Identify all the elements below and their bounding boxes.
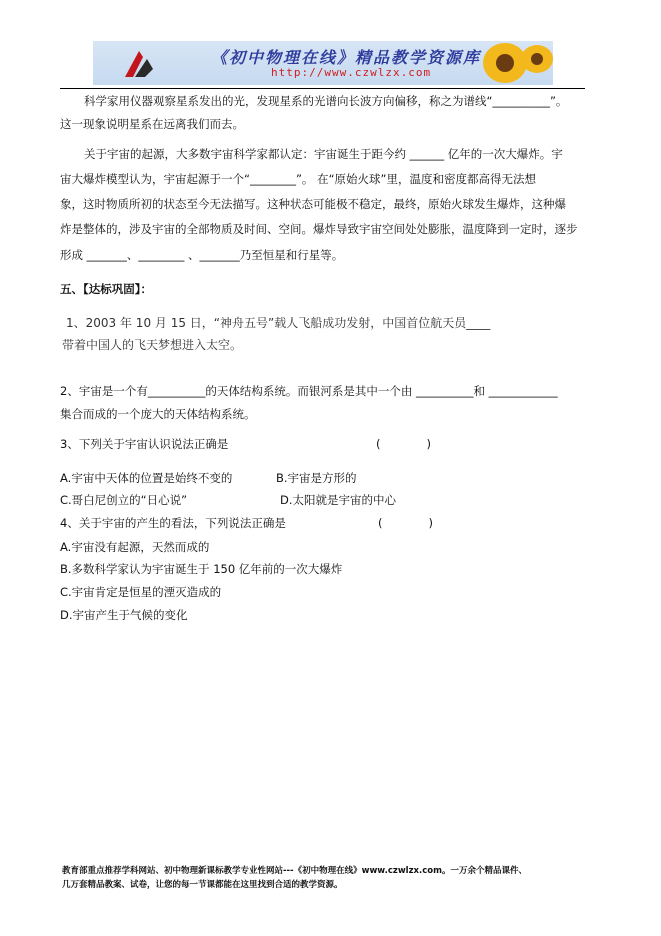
section-title: 五、【达标巩固】： (60, 282, 152, 296)
question-3-answer-paren: ( ) (376, 437, 431, 451)
question-4-option-c: C.宇宙肯定是恒星的湮灭造成的 (60, 585, 222, 599)
footer-line1: 教育部重点推荐学科网站、初中物理新课标教学专业性网站---《初中物理在线》www.czwlzx.com。一万余个精品课件、 (62, 866, 527, 876)
question-3-option-c: C.哥白尼创立的“日心说” (60, 493, 188, 507)
question-4-stem: 4、关于宇宙的产生的看法，下列说法正确是 (60, 516, 286, 530)
question-3-option-b: B.宇宙是方形的 (276, 471, 357, 485)
paragraph-origin-line2: 宙大爆炸模型认为，宇宙起源于一个“________”。 在“原始火球”里，温度和密度都高得无法想 (60, 172, 536, 186)
sunflower-icon (481, 41, 553, 85)
question-1-line1: 1、2003 年 10 月 15 日，“神舟五号”载人飞船成功发射，中国首位航天员____ (66, 316, 491, 330)
page-footer (62, 864, 602, 892)
question-3-option-a: A.宇宙中天体的位置是始终不变的 (60, 471, 233, 485)
question-2-line2: 集合而成的一个庞大的天体结构系统。 (60, 407, 256, 421)
question-3-option-d: D.太阳就是宇宙的中心 (280, 493, 397, 507)
paragraph-origin-line3: 象，这时物质所初的状态至今无法描写。这种状态可能极不稳定，最终，原始火球发生爆炸，这种爆 (60, 197, 566, 211)
logo-icon (121, 47, 157, 81)
question-4-option-b: B.多数科学家认为宇宙诞生于 150 亿年前的一次大爆炸 (60, 562, 343, 576)
banner-url[interactable]: http://www.czwlzx.com (271, 66, 432, 79)
header-rule (60, 88, 585, 89)
question-4-option-a: A.宇宙没有起源，天然而成的 (60, 540, 210, 554)
footer-line2: 几万套精品教案、试卷，让您的每一节课都能在这里找到合适的教学资源。 (62, 880, 343, 890)
paragraph-redshift-line1: 科学家用仪器观察星系发出的光，发现星系的光谱向长波方向偏移，称之为谱线“__________”。 (84, 94, 568, 108)
question-1 (62, 312, 536, 360)
question-2-line1: 2、宇宙是一个有__________的天体结构系统。而银河系是其中一个由 __________和 ____________ (60, 384, 558, 398)
question-1-line2: 带着中国人的飞天梦想进入太空。 (62, 338, 243, 352)
question-4-option-d: D.宇宙产生于气候的变化 (60, 608, 188, 622)
paragraph-origin-line1: 关于宇宙的起源，大多数宇宙科学家都认定：宇宙诞生于距今约 ______ 亿年的一次大爆炸。宇 (84, 147, 563, 161)
header-banner (93, 41, 553, 85)
paragraph-origin-line4: 炸是整体的，涉及宇宙的全部物质及时间、空间。爆炸导致宇宙空间处处膨胀，温度降到一定时，逐步 (60, 222, 578, 236)
paragraph-redshift-line2: 这一现象说明星系在远离我们而去。 (60, 117, 244, 131)
question-4-answer-paren: ( ) (378, 516, 433, 530)
question-3-stem: 3、下列关于宇宙认识说法正确是 (60, 437, 229, 451)
paragraph-origin-line5: 形成 _______、________ 、_______乃至恒星和行星等。 (60, 248, 344, 262)
banner-title: 《初中物理在线》精品教学资源库 (211, 48, 482, 67)
